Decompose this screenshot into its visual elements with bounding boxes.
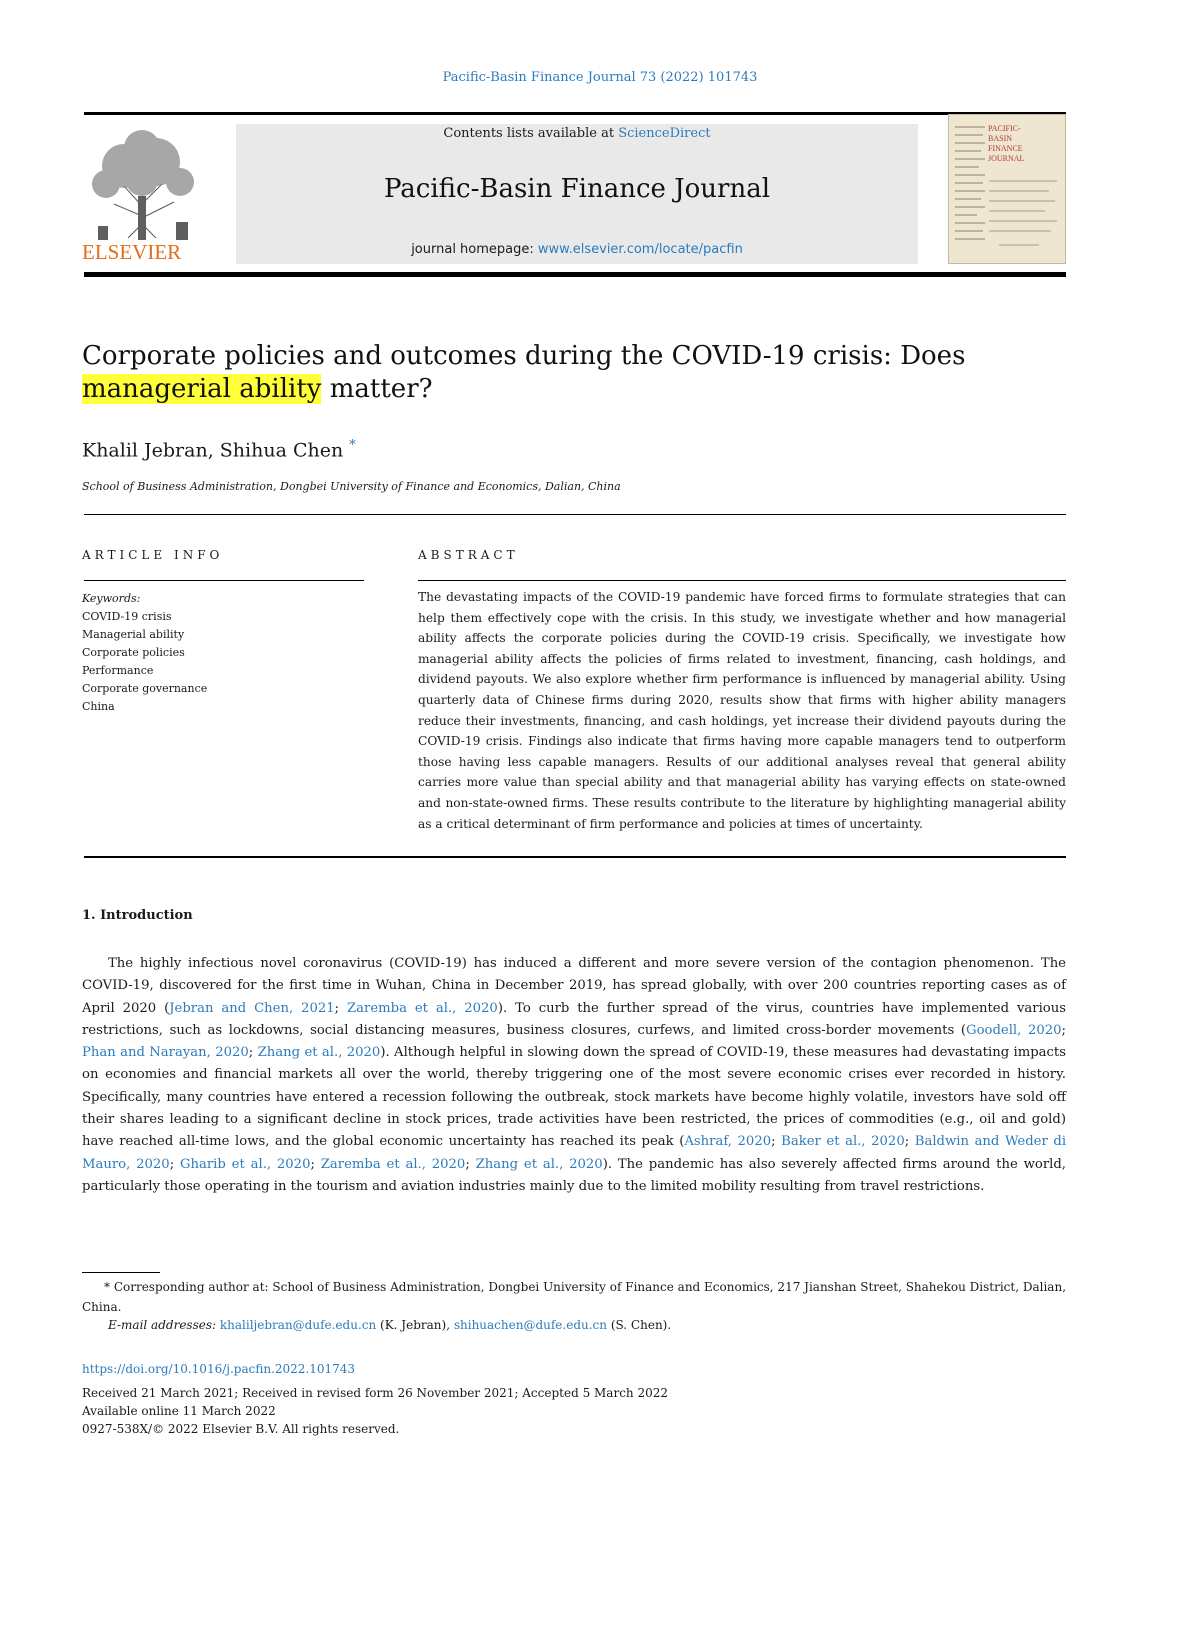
abstract-heading: ABSTRACT	[418, 548, 519, 562]
email-link[interactable]: shihuachen@dufe.edu.cn	[453, 1318, 608, 1332]
email-link[interactable]: khaliljebran@dufe.edu.cn	[219, 1318, 377, 1332]
doi-link[interactable]: https://doi.org/10.1016/j.pacfin.2022.101743	[82, 1362, 356, 1376]
citation-link[interactable]: Zhang et al., 2020	[257, 1045, 381, 1061]
citation-link[interactable]: Goodell, 2020	[966, 1022, 1062, 1038]
journal-title: Pacific-Basin Finance Journal	[383, 174, 771, 204]
journal-reference[interactable]: Pacific-Basin Finance Journal 73 (2022) 101743	[442, 70, 758, 85]
corresponding-author-mark[interactable]: *	[349, 438, 356, 453]
publication-dates	[82, 1384, 668, 1438]
publisher-logo-text: ELSEVIER	[82, 240, 182, 264]
article-info-rule	[84, 580, 364, 581]
contents-availability: Contents lists available at ScienceDirect	[443, 126, 711, 141]
article-title: Corporate policies and outcomes during the COVID-19 crisis: Does managerial ability matter?	[82, 341, 966, 404]
section-heading-introduction: 1. Introduction	[82, 908, 193, 923]
highlighted-phrase: managerial ability	[82, 374, 322, 404]
header-top-rule	[84, 112, 1066, 115]
keyword: China	[82, 700, 115, 713]
keyword: Corporate governance	[82, 682, 208, 695]
affiliation: School of Business Administration, Dongbei University of Finance and Economics, Dalian, China	[82, 480, 621, 493]
citation-link[interactable]: Ashraf, 2020	[684, 1134, 772, 1150]
keyword: COVID-19 crisis	[82, 610, 172, 623]
citation-link[interactable]: Zaremba et al., 2020	[320, 1156, 466, 1172]
citation-link[interactable]: Baker et al., 2020	[781, 1134, 905, 1150]
keyword: Corporate policies	[82, 646, 185, 659]
cover-text-lines	[955, 123, 987, 253]
homepage-link[interactable]: www.elsevier.com/locate/pacfin	[537, 242, 743, 257]
corresponding-author-footnote: * Corresponding author at: School of Business Administration, Dongbei University of Finance and Economics, 217 Jianshan Street, Shahekou District, Dalian, China.	[82, 1280, 1067, 1314]
abstract-text: The devastating impacts of the COVID-19 pandemic have forced firms to formulate strategies that can help them effectively cope with the crisis. In this study, we investigate whether and how managerial ability affects the corporate policies during the COVID-19 crisis. Specifically, we investigate how managerial ability affects the policies of firms related to investment, financing, cash holdings, and dividend payouts. We also explore whether firm performance is influenced by managerial ability. Using quarterly data of Chinese firms during 2020, results show that firms with higher ability managers reduce their investments, financing, and cash holdings, yet increase their dividend payouts during the COVID-19 crisis. Findings also indicate that firms having more capable managers tend to outperform those having less capable managers. Results of our additional analyses reveal that general ability carries more value than special ability and that managerial ability has varying effects on state-owned and non-state-owned firms. These results contribute to the literature by highlighting managerial ability as a critical determinant of firm performance and policies at times of uncertainty.	[418, 590, 1066, 831]
abstract-rule	[418, 580, 1066, 581]
abstract-bottom-rule	[84, 856, 1066, 858]
keywords-list	[82, 590, 362, 716]
available-online: Available online 11 March 2022	[82, 1404, 276, 1418]
citation-link[interactable]: Zaremba et al., 2020	[346, 1000, 498, 1016]
authors: Khalil Jebran, Shihua Chen *	[82, 438, 356, 462]
introduction-paragraph: The highly infectious novel coronavirus (COVID-19) has induced a different and more severe version of the contagion phenomenon. The COVID-19, discovered for the first time in Wuhan, China in December 2019, has spread globally, with over 200 countries reporting cases as of April 2020 (Jebran and Chen, 2021; Zaremba et al., 2020). To curb the further spread of the virus, countries have implemented various restrictions, such as lockdowns, social distancing measures, business closures, curfews, and limited cross-border movements (Goodell, 2020; Phan and Narayan, 2020; Zhang et al., 2020). Although helpful in slowing down the spread of COVID-19, these measures had devastating impacts on economies and financial markets all over the world, thereby triggering one of the most severe economic crises ever recorded in history. Specifically, many countries have entered a recession following the outbreak, stock markets have become highly volatile, investors have sold off their shares leading to a significant decline in stock prices, trade activities have been restricted, the prices of commodities (e.g., oil and gold) have reached all-time lows, and the global economic uncertainty has reached its peak (Ashraf, 2020; Baker et al., 2020; Baldwin and Weder di Mauro, 2020; Gharib et al., 2020; Zaremba et al., 2020; Zhang et al., 2020). The pandemic has also severely affected firms around the world, particularly those operating in the tourism and aviation industries mainly due to the limited mobility resulting from travel restrictions.	[82, 956, 1067, 1194]
citation-link[interactable]: Jebran and Chen, 2021	[169, 1000, 335, 1016]
citation-link[interactable]: Baldwin and Weder di Mauro, 2020	[82, 1134, 1067, 1172]
footnote-rule	[82, 1272, 160, 1273]
received-dates: Received 21 March 2021; Received in revised form 26 November 2021; Accepted 5 March 2022	[82, 1386, 668, 1400]
sciencedirect-link[interactable]: ScienceDirect	[618, 126, 711, 141]
cover-body-lines	[989, 175, 1059, 255]
citation-link[interactable]: Phan and Narayan, 2020	[82, 1045, 249, 1061]
article-info-heading: ARTICLE INFO	[82, 548, 224, 562]
keyword: Managerial ability	[82, 628, 185, 641]
citation-link[interactable]: Zhang et al., 2020	[475, 1156, 603, 1172]
copyright: 0927-538X/© 2022 Elsevier B.V. All rights reserved.	[82, 1422, 400, 1436]
header-bottom-rule	[84, 272, 1066, 277]
title-bottom-rule	[84, 514, 1066, 515]
citation-link[interactable]: Gharib et al., 2020	[179, 1156, 311, 1172]
email-addresses: E-mail addresses: khaliljebran@dufe.edu.cn (K. Jebran), shihuachen@dufe.edu.cn (S. Chen).	[108, 1318, 672, 1332]
keywords-label: Keywords:	[82, 592, 141, 605]
keyword: Performance	[82, 664, 154, 677]
cover-title: PACIFIC- BASIN FINANCE JOURNAL	[988, 124, 1025, 163]
journal-homepage: journal homepage: www.elsevier.com/locate/pacfin	[411, 242, 743, 257]
